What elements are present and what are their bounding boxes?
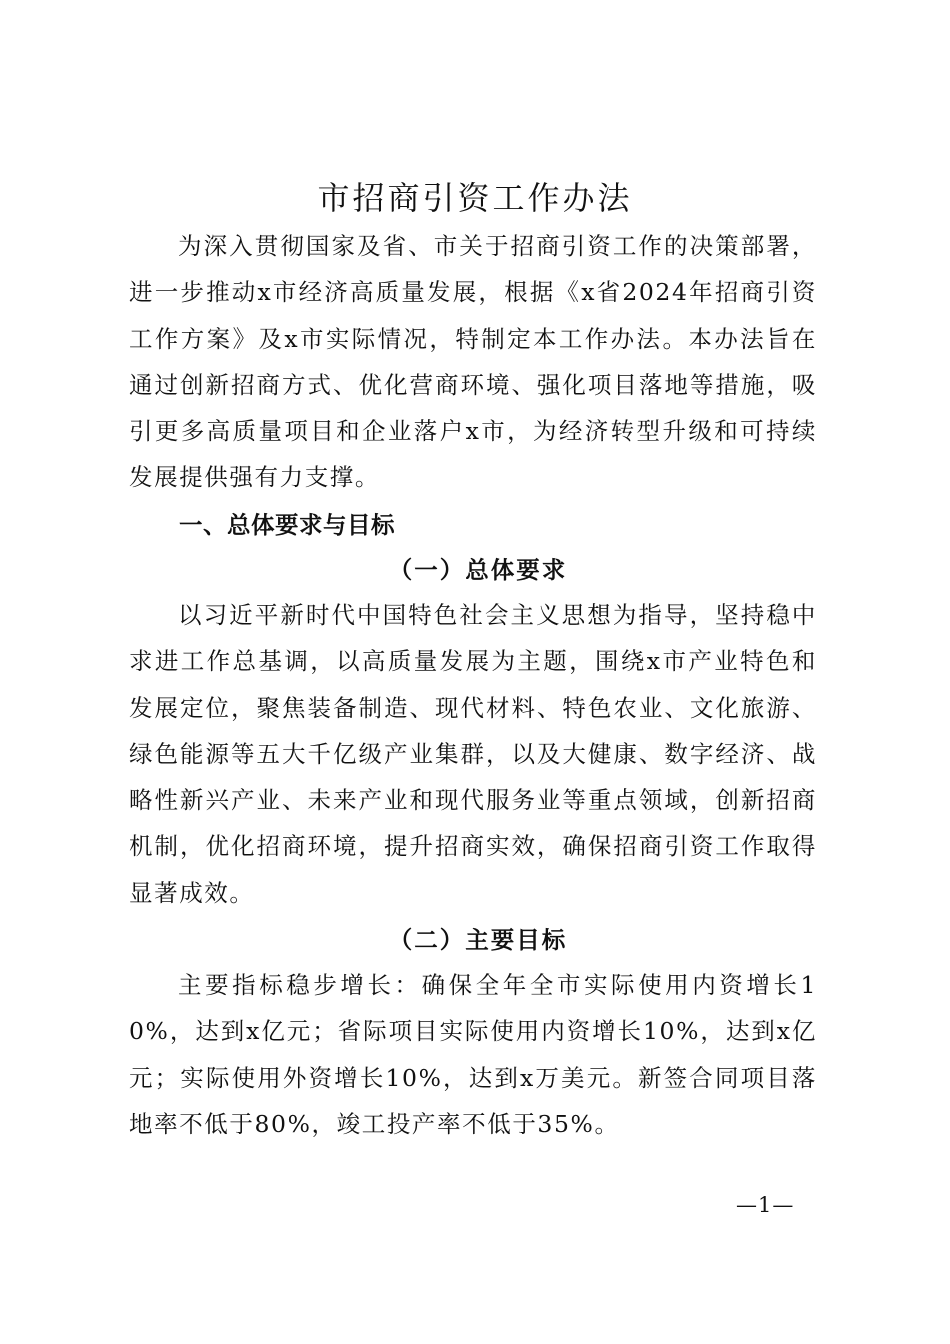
page-number: —1— [736,1193,795,1217]
general-requirements-paragraph: 以习近平新时代中国特色社会主义思想为指导，坚持稳中求进工作总基调，以高质量发展为主题，围绕x市产业特色和发展定位，聚焦装备制造、现代材料、特色农业、文化旅游、绿色能源等五大千亿级产业集群，以及大健康、数字经济、战略性新兴产业、未来产业和现代服务业等重点领域，创新招商机制，优化招商环境，提升招商实效，确保招商引资工作取得显著成效。 [129,601,817,907]
document-title: 市招商引资工作办法 [317,179,633,217]
main-goals-paragraph: 主要指标稳步增长：确保全年全市实际使用内资增长10%，达到x亿元；省际项目实际使用内资增长10%，达到x亿元；实际使用外资增长10%，达到x万美元。新签合同项目落地率不低于80%，竣工投产率不低于35%。 [129,971,817,1138]
section-heading-overall: 一、总体要求与目标 [179,511,395,539]
subsection-heading-general-requirements: （一）总体要求 [388,556,568,584]
subsection-heading-main-goals: （二）主要目标 [388,926,568,954]
intro-paragraph: 为深入贯彻国家及省、市关于招商引资工作的决策部署，进一步推动x市经济高质量发展，根据《x省2024年招商引资工作方案》及x市实际情况，特制定本工作办法。本办法旨在通过创新招商方式、优化营商环境、强化项目落地等措施，吸引更多高质量项目和企业落户x市，为经济转型升级和可持续发展提供强有力支撑。 [129,232,817,492]
